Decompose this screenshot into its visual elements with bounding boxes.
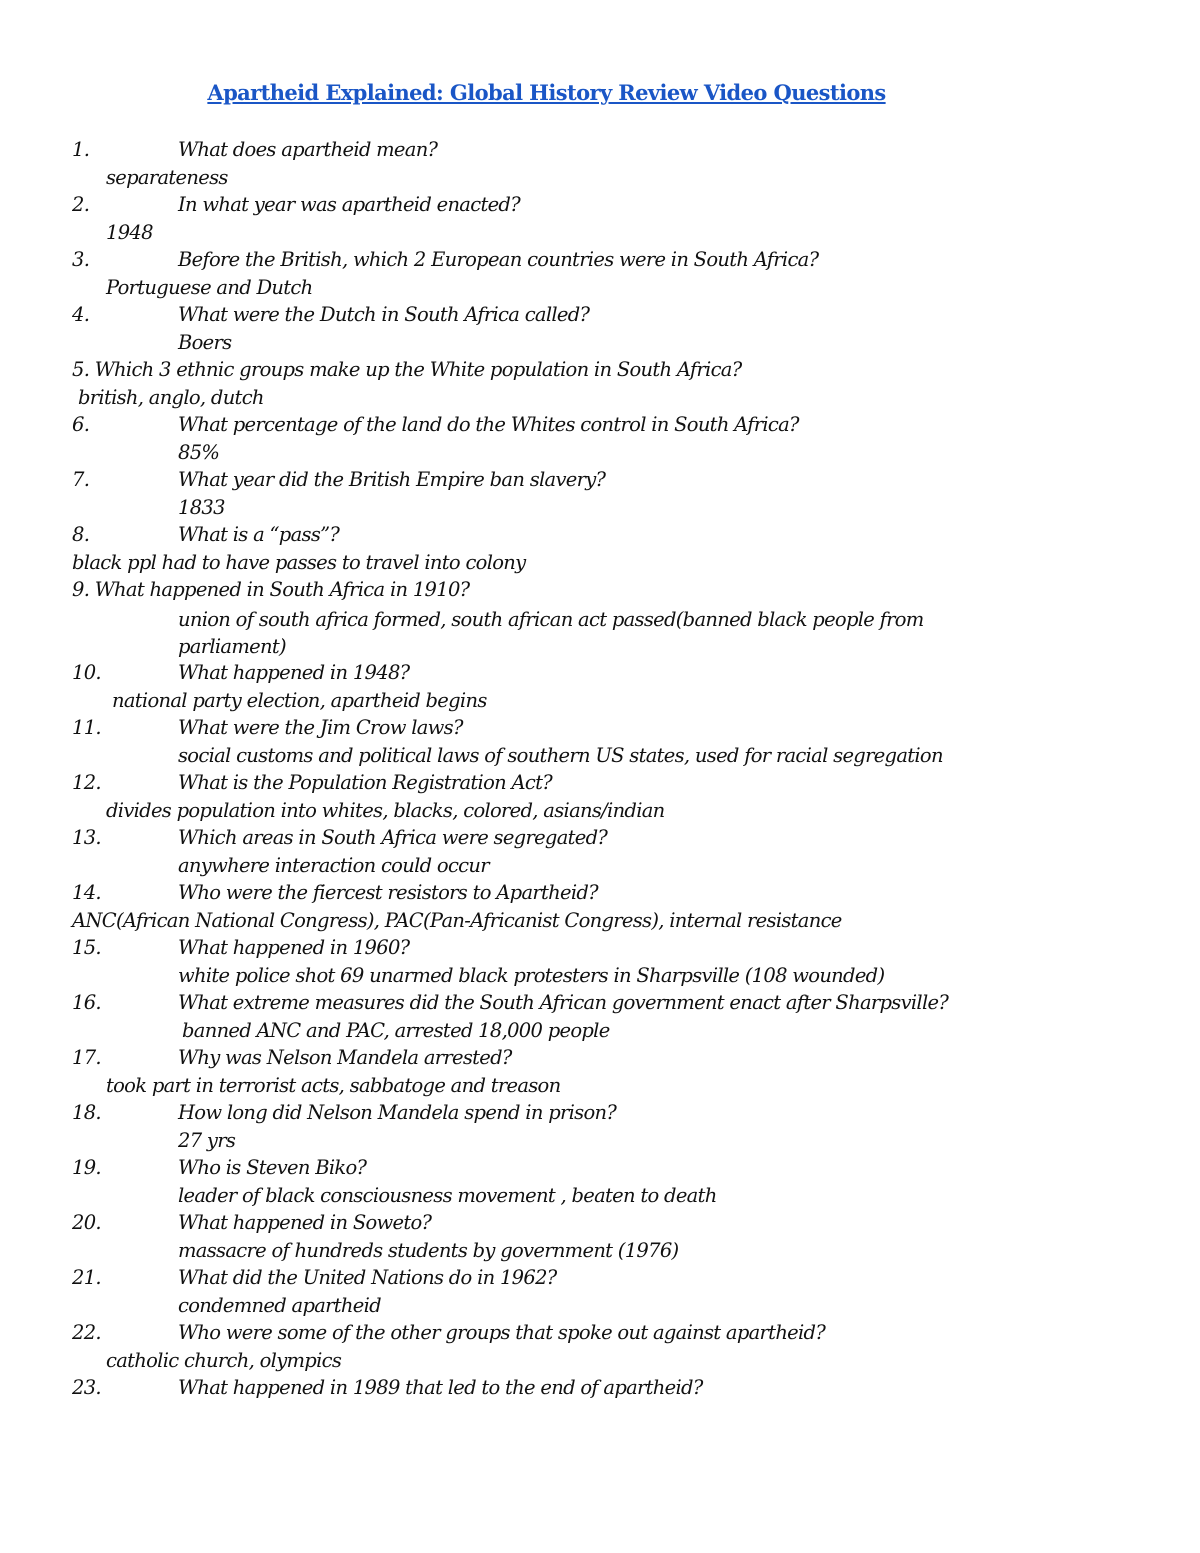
question-number: 15. [72,936,101,959]
question-number: 17. [72,1046,101,1069]
question-text: What were the Dutch in South Africa called? [178,303,590,326]
question-number: 20. [72,1211,101,1234]
answer-text: 85% [178,441,220,464]
question-number: 2. [72,193,90,216]
question-text: What is a “pass”? [178,523,340,546]
question-number: 12. [72,771,101,794]
question-text: What happened in 1948? [178,661,410,684]
question-text: Who were some of the other groups that spoke out against apartheid? [178,1321,826,1344]
question-text: What happened in Soweto? [178,1211,432,1234]
question-text: What did the United Nations do in 1962? [178,1266,557,1289]
answer-text: anywhere interaction could occur [178,854,489,877]
question-number: 11. [72,716,101,739]
question-number: 7. [72,468,90,491]
question-number: 16. [72,991,101,1014]
question-number: 6. [72,413,90,436]
answer-text: divides population into whites, blacks, colored, asians/indian [106,799,665,822]
question-text: What were the Jim Crow laws? [178,716,463,739]
question-number: 19. [72,1156,101,1179]
question-text: Why was Nelson Mandela arrested? [178,1046,512,1069]
answer-text: social customs and political laws of southern US states, used for racial segregation [178,744,943,767]
answer-text: massacre of hundreds students by government (1976) [178,1239,679,1262]
question-text: What percentage of the land do the Whites control in South Africa? [178,413,799,436]
question-text: What happened in 1989 that led to the end of apartheid? [178,1376,703,1399]
question-number: 14. [72,881,101,904]
question-text: 5. Which 3 ethnic groups make up the White population in South Africa? [72,358,742,381]
question-text: Which areas in South Africa were segregated? [178,826,608,849]
question-text: What does apartheid mean? [178,138,438,161]
question-text: What happened in 1960? [178,936,410,959]
answer-text: Boers [178,331,232,354]
question-text: 9. What happened in South Africa in 1910? [72,578,470,601]
question-number: 1. [72,138,90,161]
question-text: How long did Nelson Mandela spend in prison? [178,1101,617,1124]
answer-text: ANC(African National Congress), PAC(Pan-Africanist Congress), internal resistance [72,909,842,932]
question-number: 3. [72,248,90,271]
question-text: What year did the British Empire ban slavery? [178,468,606,491]
answer-text: banned ANC and PAC, arrested 18,000 people [182,1019,610,1042]
question-text: Who were the fiercest resistors to Apartheid? [178,881,598,904]
answer-text: 1948 [106,221,153,244]
question-text: What extreme measures did the South African government enact after Sharpsville? [178,991,949,1014]
answer-text: separateness [106,166,228,189]
question-number: 4. [72,303,90,326]
question-number: 22. [72,1321,101,1344]
question-number: 8. [72,523,90,546]
answer-text: 1833 [178,496,225,519]
question-number: 18. [72,1101,101,1124]
question-number: 10. [72,661,101,684]
answer-text: condemned apartheid [178,1294,381,1317]
question-number: 23. [72,1376,101,1399]
answer-text: Portuguese and Dutch [106,276,313,299]
question-text: Who is Steven Biko? [178,1156,367,1179]
question-text: What is the Population Registration Act? [178,771,552,794]
question-number: 21. [72,1266,101,1289]
answer-text: national party election, apartheid begins [112,689,487,712]
answer-text: white police shot 69 unarmed black protesters in Sharpsville (108 wounded) [178,964,885,987]
answer-text: black ppl had to have passes to travel into colony [72,551,526,574]
answer-text: catholic church, olympics [106,1349,342,1372]
answer-text: british, anglo, dutch [78,386,264,409]
question-text: In what year was apartheid enacted? [178,193,520,216]
answer-text: 27 yrs [178,1129,236,1152]
answer-text: leader of black consciousness movement , beaten to death [178,1184,717,1207]
answer-text: took part in terrorist acts, sabbatoge and treason [106,1074,561,1097]
answer-text: union of south africa formed, south african act passed(banned black people from parliament) [178,608,924,658]
question-number: 13. [72,826,101,849]
question-text: Before the British, which 2 European countries were in South Africa? [178,248,819,271]
page-title: Apartheid Explained: Global History Review Video Questions [207,80,886,105]
